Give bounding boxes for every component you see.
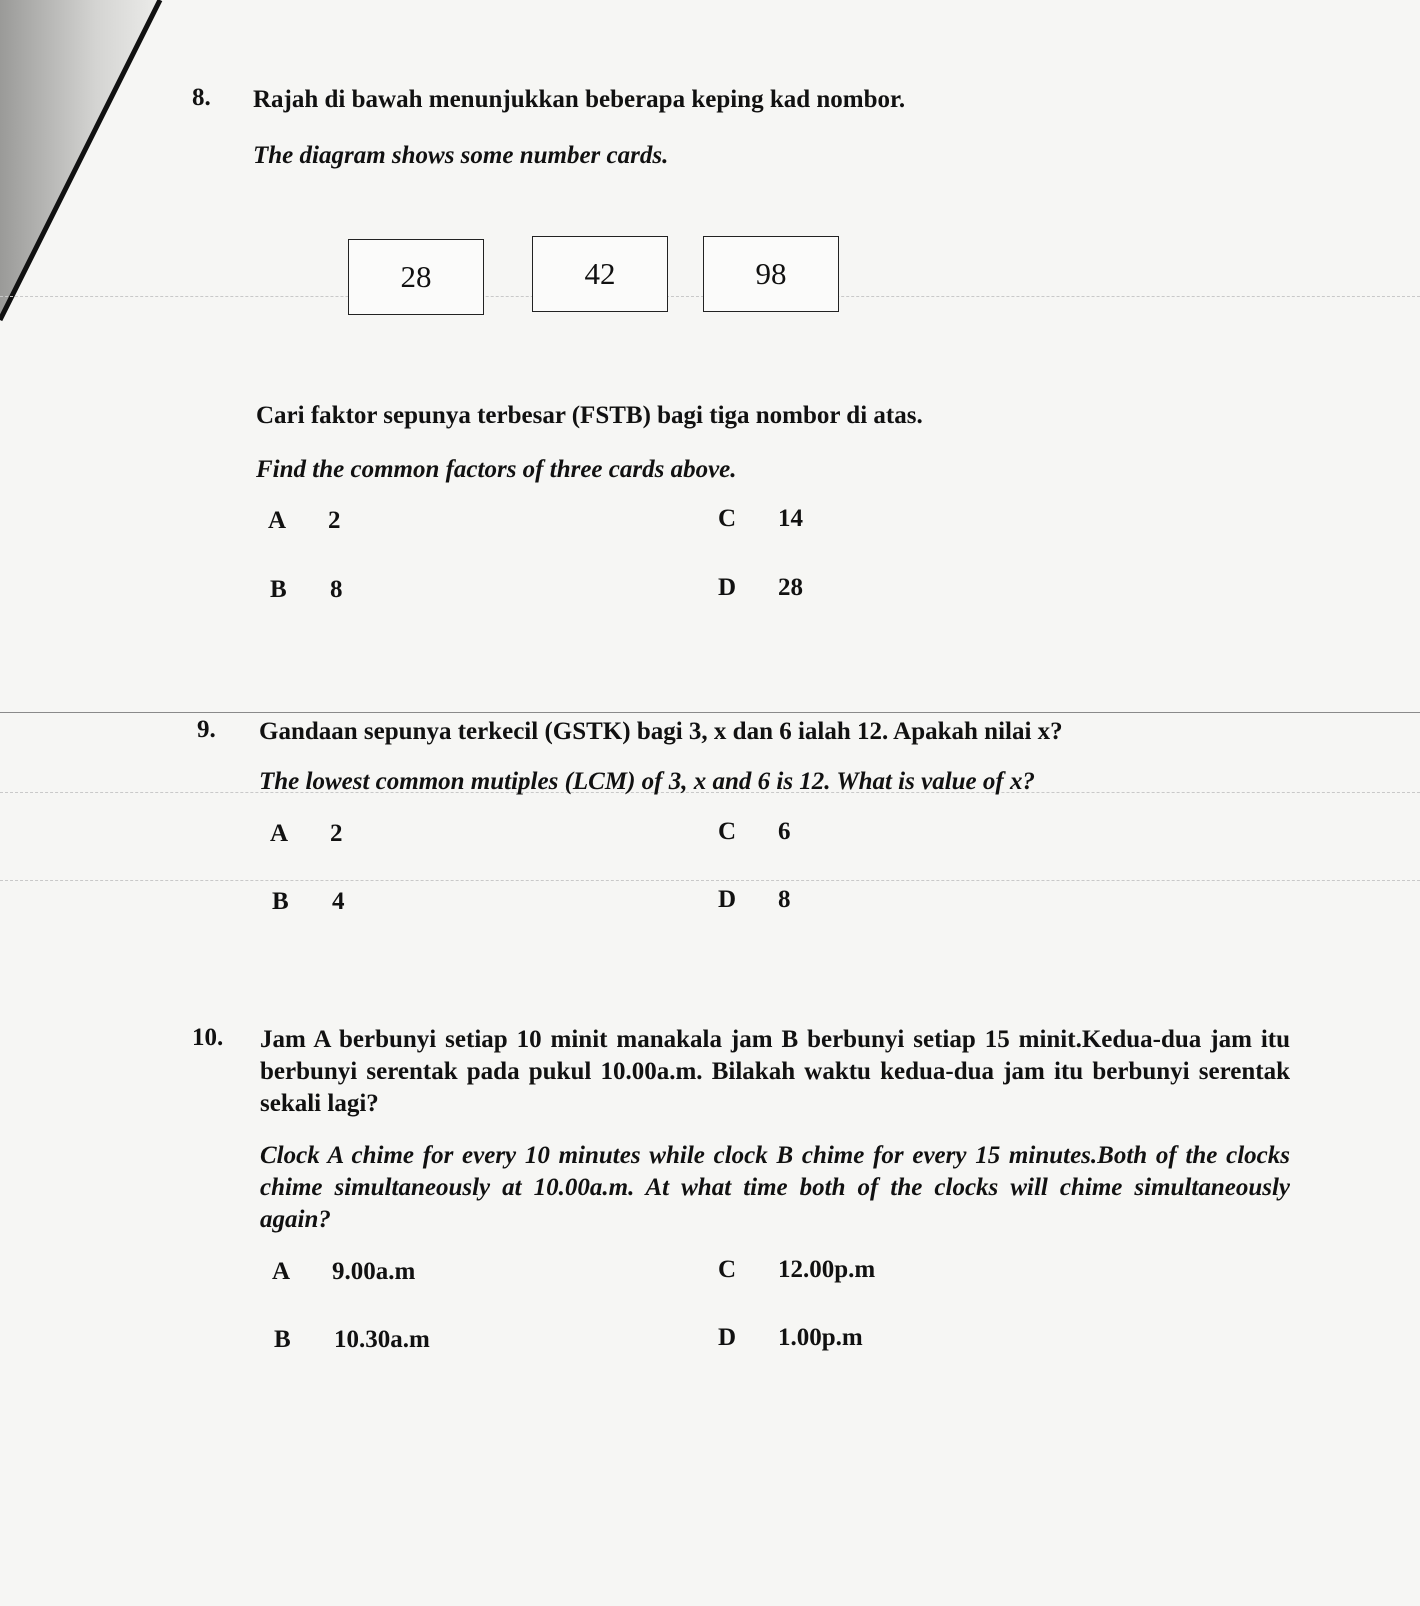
option-value: 28: [778, 574, 803, 601]
option-value: 2: [330, 820, 343, 847]
question-8-malay-instruction: Cari faktor sepunya terbesar (FSTB) bagi tiga nombor di atas.: [256, 402, 923, 429]
question-10-number: 10.: [192, 1024, 224, 1051]
option-value: 14: [778, 505, 803, 532]
option-value: 12.00p.m: [778, 1256, 876, 1283]
option-value: 4: [332, 888, 345, 915]
option-letter: C: [718, 818, 737, 845]
option-value: 8: [330, 576, 343, 603]
number-card: 98: [703, 236, 839, 312]
option-value: 1.00p.m: [778, 1324, 863, 1351]
question-9-malay-text: Gandaan sepunya terkecil (GSTK) bagi 3, x dan 6 ialah 12. Apakah nilai x?: [259, 718, 1063, 745]
option-value: 6: [778, 818, 791, 845]
option-value: 10.30a.m: [334, 1326, 430, 1353]
option-letter: B: [270, 576, 287, 603]
number-card: 42: [532, 236, 668, 312]
option-letter: A: [272, 1258, 291, 1285]
option-letter: C: [718, 505, 737, 532]
option-letter: D: [718, 886, 737, 913]
question-9-number: 9.: [197, 716, 216, 743]
faint-rule: [0, 880, 1420, 881]
number-card: 28: [348, 239, 484, 315]
faint-rule: [0, 712, 1420, 713]
question-10-english-text: Clock A chime for every 10 minutes while clock B chime for every 15 minutes.Both of the clocks chime simultaneously at 10.00a.m. At what time both of the clocks will chime simultaneously again?: [260, 1142, 1290, 1233]
option-letter: D: [718, 574, 737, 601]
question-8-english-instruction: Find the common factors of three cards above.: [256, 456, 737, 483]
option-letter: C: [718, 1256, 737, 1283]
option-letter: A: [270, 820, 289, 847]
question-10-malay-text: Jam A berbunyi setiap 10 minit manakala jam B berbunyi setiap 15 minit.Kedua-dua jam itu berbunyi serentak pada pukul 10.00a.m. Bilakah waktu kedua-dua jam itu berbunyi serentak sekali lagi?: [260, 1026, 1290, 1117]
option-value: 9.00a.m: [332, 1258, 416, 1285]
option-letter: B: [274, 1326, 291, 1353]
question-8-number: 8.: [192, 84, 211, 111]
question-8-malay-text: Rajah di bawah menunjukkan beberapa keping kad nombor.: [253, 86, 906, 113]
question-9-english-text: The lowest common mutiples (LCM) of 3, x and 6 is 12. What is value of x?: [259, 768, 1035, 795]
page-binding-shadow: [0, 0, 170, 340]
question-8-english-text: The diagram shows some number cards.: [253, 142, 669, 169]
option-letter: A: [268, 507, 287, 534]
option-letter: B: [272, 888, 289, 915]
option-value: 2: [328, 507, 341, 534]
option-value: 8: [778, 886, 791, 913]
option-letter: D: [718, 1324, 737, 1351]
